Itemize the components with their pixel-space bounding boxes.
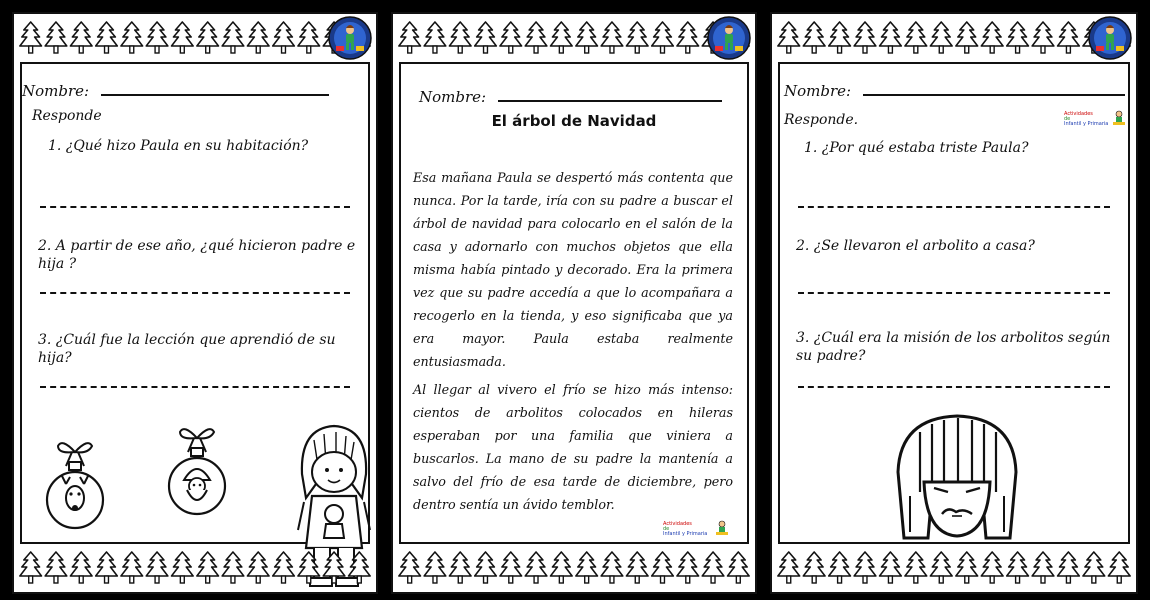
name-field[interactable] — [22, 76, 368, 100]
pine-tree-icon — [803, 552, 825, 583]
christmas-tree-border-bottom — [776, 550, 1132, 586]
name-field[interactable] — [419, 82, 747, 106]
pine-tree-icon — [449, 552, 471, 583]
answer-line-2[interactable] — [40, 292, 350, 294]
school-logo-icon — [328, 16, 372, 60]
pine-tree-icon — [981, 552, 1003, 583]
christmas-tree-border-top — [18, 20, 372, 56]
pine-tree-icon — [171, 552, 193, 583]
pine-tree-icon — [96, 552, 118, 583]
pine-tree-icon — [727, 552, 749, 583]
pine-tree-icon — [1058, 22, 1080, 53]
mascot-icon — [1112, 110, 1126, 126]
instruction-text: Responde. — [784, 112, 859, 128]
story-paragraph-1: Esa mañana Paula se despertó más contenta que nunca. Por la tarde, iría con su padre a buscar el árbol de navidad para colocarlo en el salón de la casa y adornarlo con muchos objetos que ella misma había pintado y decorado. Era la primera vez que su padre accedía a que lo acompañara a recogerlo en la tienda, y eso significaba que ya era mayor. Paula estaba realmente entusiasmada. — [413, 170, 733, 369]
pine-tree-icon — [778, 552, 800, 583]
christmas-tree-border-bottom — [397, 550, 751, 586]
pine-tree-icon — [20, 22, 42, 53]
pine-tree-icon — [500, 22, 522, 53]
mascot-icon — [715, 520, 729, 536]
pine-tree-icon — [601, 22, 623, 53]
pine-tree-icon — [880, 22, 902, 53]
story-title: El árbol de Navidad — [491, 112, 657, 130]
logo-text-line-3: Infantil y Primaria — [663, 531, 708, 537]
pine-tree-icon — [475, 552, 497, 583]
pine-tree-icon — [399, 22, 421, 53]
answer-line-3[interactable] — [40, 386, 350, 388]
answer-line-1[interactable] — [40, 206, 350, 208]
question-2-line-2: hija ? — [38, 256, 77, 272]
logo-text-line-2: de — [1064, 116, 1071, 122]
pine-tree-icon — [601, 552, 623, 583]
pine-tree-icon — [854, 22, 876, 53]
pine-tree-icon — [1108, 552, 1130, 583]
name-label: Nombre: — [419, 88, 487, 106]
pine-tree-icon — [70, 22, 92, 53]
pine-tree-icon — [1083, 552, 1105, 583]
publisher-logo — [663, 522, 707, 537]
pine-tree-icon — [273, 22, 295, 53]
pine-tree-icon — [652, 552, 674, 583]
answer-line-3[interactable] — [798, 386, 1110, 388]
pine-tree-icon — [298, 22, 320, 53]
pine-tree-icon — [45, 552, 67, 583]
pine-tree-icon — [550, 22, 572, 53]
pine-tree-icon — [45, 22, 67, 53]
pine-tree-icon — [626, 552, 648, 583]
pine-tree-icon — [626, 22, 648, 53]
pine-tree-icon — [677, 22, 699, 53]
christmas-tree-border-bottom — [18, 550, 372, 586]
name-label: Nombre: — [784, 82, 852, 100]
name-line[interactable] — [101, 94, 329, 96]
question-2: 2. ¿Se llevaron el arbolito a casa? — [796, 238, 1035, 254]
pine-tree-icon — [803, 22, 825, 53]
worksheet-page-questions-2 — [770, 12, 1138, 594]
pine-tree-icon — [70, 552, 92, 583]
pine-tree-icon — [323, 552, 345, 583]
pine-tree-icon — [576, 22, 598, 53]
instruction-text: Responde — [32, 108, 102, 124]
pine-tree-icon — [247, 552, 269, 583]
pine-tree-icon — [525, 22, 547, 53]
pine-tree-icon — [298, 552, 320, 583]
pine-tree-icon — [247, 22, 269, 53]
worksheet-page-questions-1 — [12, 12, 378, 594]
name-line[interactable] — [498, 100, 722, 102]
name-field[interactable] — [784, 76, 1128, 100]
school-logo-icon — [707, 16, 751, 60]
publisher-logo — [1064, 112, 1108, 127]
pine-tree-icon — [905, 22, 927, 53]
school-logo-icon — [1088, 16, 1132, 60]
story-paragraph-2: Al llegar al vivero el frío se hizo más intenso: cientos de arbolitos colocados en hileras esperaban por una familia que viniera a buscarlos. La mano de su padre la mantenía a salvo del frío de esa tarde de diciembre, pero dentro sentía un ávido temblor. — [413, 382, 733, 512]
pine-tree-icon — [1032, 22, 1054, 53]
answer-line-2[interactable] — [798, 292, 1110, 294]
pine-tree-icon — [475, 22, 497, 53]
santa-ornament-icon — [166, 418, 228, 524]
pine-tree-icon — [930, 552, 952, 583]
pine-tree-icon — [854, 552, 876, 583]
pine-tree-icon — [197, 22, 219, 53]
reindeer-ornament-icon — [44, 432, 106, 538]
question-1: 1. ¿Qué hizo Paula en su habitación? — [48, 138, 309, 154]
pine-tree-icon — [778, 22, 800, 53]
logo-text-line-1: Actividades — [663, 521, 692, 527]
christmas-tree-border-top — [397, 20, 751, 56]
pine-tree-icon — [550, 552, 572, 583]
christmas-tree-border-top — [776, 20, 1132, 56]
pine-tree-icon — [348, 552, 370, 583]
pine-tree-icon — [146, 22, 168, 53]
pine-tree-icon — [930, 22, 952, 53]
pine-tree-icon — [829, 552, 851, 583]
pine-tree-icon — [273, 552, 295, 583]
pine-tree-icon — [981, 22, 1003, 53]
pine-tree-icon — [829, 22, 851, 53]
pine-tree-icon — [121, 22, 143, 53]
pine-tree-icon — [171, 22, 193, 53]
name-label: Nombre: — [22, 82, 90, 100]
sad-girl-face-icon — [890, 412, 1024, 542]
logo-text-line-3: Infantil y Primaria — [1064, 121, 1109, 127]
question-3-line-2: hija? — [38, 350, 72, 366]
pine-tree-icon — [956, 552, 978, 583]
question-3-line-2: su padre? — [796, 348, 866, 364]
logo-text-line-2: de — [663, 526, 670, 532]
pine-tree-icon — [576, 552, 598, 583]
logo-text-line-1: Actividades — [1064, 111, 1093, 117]
pine-tree-icon — [525, 552, 547, 583]
pine-tree-icon — [197, 552, 219, 583]
pine-tree-icon — [222, 552, 244, 583]
answer-line-1[interactable] — [798, 206, 1110, 208]
pine-tree-icon — [399, 552, 421, 583]
question-3-line-1: 3. ¿Cuál era la misión de los arbolitos según — [796, 330, 1111, 346]
question-2-line-1: 2. A partir de ese año, ¿qué hicieron padre e — [38, 238, 356, 254]
pine-tree-icon — [677, 552, 699, 583]
pine-tree-icon — [905, 552, 927, 583]
pine-tree-icon — [956, 22, 978, 53]
pine-tree-icon — [880, 552, 902, 583]
pine-tree-icon — [500, 552, 522, 583]
pine-tree-icon — [96, 22, 118, 53]
pine-tree-icon — [146, 552, 168, 583]
question-3-line-1: 3. ¿Cuál fue la lección que aprendió de su — [38, 332, 336, 348]
pine-tree-icon — [1007, 22, 1029, 53]
pine-tree-icon — [1032, 552, 1054, 583]
pine-tree-icon — [424, 22, 446, 53]
pine-tree-icon — [20, 552, 42, 583]
pine-tree-icon — [222, 22, 244, 53]
pine-tree-icon — [424, 552, 446, 583]
question-1: 1. ¿Por qué estaba triste Paula? — [804, 140, 1029, 156]
pine-tree-icon — [702, 552, 724, 583]
name-line[interactable] — [863, 94, 1125, 96]
pine-tree-icon — [1007, 552, 1029, 583]
pine-tree-icon — [449, 22, 471, 53]
pine-tree-icon — [1058, 552, 1080, 583]
pine-tree-icon — [121, 552, 143, 583]
pine-tree-icon — [652, 22, 674, 53]
worksheet-page-story — [391, 12, 757, 594]
